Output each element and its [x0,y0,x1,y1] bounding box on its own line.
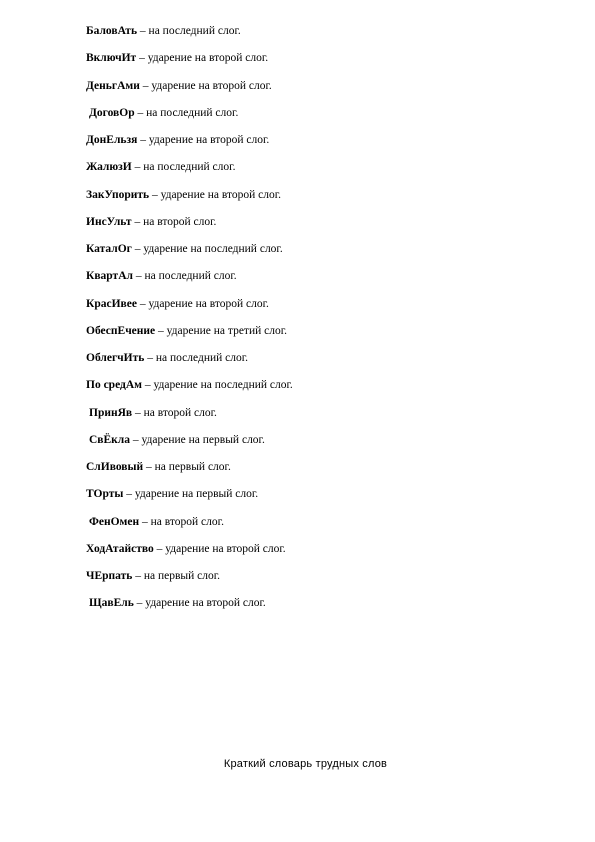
entry-stress-note: – на первый слог. [132,570,221,582]
entry-stress-note: – на второй слог. [132,406,217,419]
word-entry [86,458,293,485]
word-entry [86,186,293,213]
stress-word-list [86,22,293,622]
word-entry [86,131,293,158]
entry-word: КвартАл [86,270,133,283]
entry-stress-note: – ударение на второй слог. [153,542,286,555]
word-entry [86,77,293,104]
word-entry [86,513,293,540]
entry-word: ЩавЕль [89,597,134,610]
word-entry [86,349,293,376]
entry-word: ДонЕльзя [86,134,138,146]
entry-stress-note: – ударение на второй слог. [139,79,272,92]
word-entry [86,431,293,458]
entry-stress-note: – ударение на второй слог. [149,188,282,201]
entry-word: ТОрты [86,488,124,501]
entry-word: ВключИт [86,52,137,65]
entry-word: СвЁкла [89,433,131,446]
entry-stress-note: – на последний слог. [131,161,236,174]
entry-word: ИнсУльт [86,215,132,228]
word-entry [86,485,293,512]
entry-stress-note: – ударение на первый слог. [130,433,265,446]
word-entry [86,295,293,322]
entry-stress-note: – на последний слог. [132,270,237,283]
entry-stress-note: – ударение на третий слог. [155,324,288,337]
entry-stress-note: – на первый слог. [143,461,231,473]
word-entry [86,158,293,185]
entry-word: КрасИвее [86,297,137,310]
entry-word: ОбеспЕчение [86,324,156,337]
entry-word: ДеньгАми [86,79,140,92]
word-entry [86,376,293,403]
entry-stress-note: – на последний слог. [137,25,241,37]
entry-stress-note: – ударение на первый слог. [123,488,259,501]
entry-word: БаловАть [86,25,138,37]
entry-stress-note: – на второй слог. [139,515,224,528]
entry-stress-note: – ударение на второй слог. [136,297,269,310]
entry-stress-note: – ударение на второй слог. [133,597,266,610]
entry-word: КаталОг [86,243,132,255]
entry-word: ОблегчИть [86,352,145,364]
entry-stress-note: – на второй слог. [131,215,217,228]
word-entry [86,213,293,240]
entry-stress-note: – ударение на последний слог. [141,379,293,392]
word-entry [86,22,293,49]
entry-stress-note: – ударение на второй слог. [137,134,270,146]
entry-word: ДоговОр [89,106,135,119]
entry-stress-note: – на последний слог. [144,352,249,364]
entry-word: СлИвовый [86,461,144,473]
entry-stress-note: – ударение на второй слог. [136,52,269,65]
word-entry [86,540,293,567]
word-entry [86,240,293,267]
entry-word: По средАм [86,379,142,392]
word-entry [86,49,293,76]
word-entry [86,267,293,294]
entry-word: ФенОмен [89,515,140,528]
entry-word: ПринЯв [89,406,133,419]
entry-word: ЖалюзИ [86,161,132,174]
entry-word: ХодАтайство [86,542,154,555]
entry-stress-note: – ударение на последний слог. [131,243,283,255]
entry-stress-note: – на последний слог. [134,106,239,119]
page-footer-caption: Краткий словарь трудных слов [223,758,388,770]
entry-word: ЗакУпорить [86,188,150,201]
word-entry [86,404,293,431]
entry-word: ЧЕрпать [86,570,133,582]
word-entry [86,594,293,621]
word-entry [86,567,293,594]
word-entry [86,322,293,349]
word-entry [86,104,293,131]
